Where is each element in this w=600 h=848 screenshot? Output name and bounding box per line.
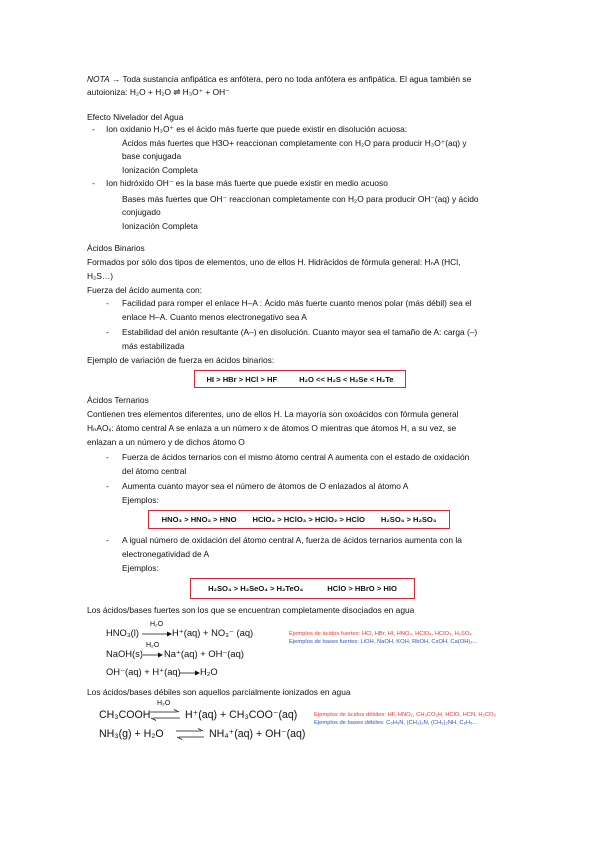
bullet-dash: - (106, 298, 109, 308)
binarios-title: Ácidos Binarios (87, 243, 145, 253)
binarios-ejemplo: Ejemplo de variación de fuerza en ácidos binarios: (87, 355, 275, 365)
nivelador-item-1-sub-1b: base conjugada (122, 151, 182, 161)
ternarios-box1-series-c: H₂SO₄ > H₂SO₃ (380, 515, 437, 524)
fuertes-title: Los ácidos/bases fuertes son los que se encuentran completamente disociados en agua (87, 605, 415, 615)
ternarios-item-2: Aumenta cuanto mayor sea el número de átomos de O enlazados al átomo A (122, 481, 409, 491)
ternarios-example-box-2 (190, 578, 415, 599)
debiles-title: Los ácidos/bases débiles son aquellos parcialmente ionizados en agua (87, 687, 351, 697)
nivelador-item-2-sub-2: Ionización Completa (122, 221, 198, 231)
fuertes-eq-3-left: OH⁻(aq) + H⁺(aq) (106, 666, 181, 677)
bullet-dash: - (106, 535, 109, 545)
fuertes-eq-2-over: H₂O (146, 642, 160, 649)
debiles-eq-1-left: CH₃COOH (99, 709, 151, 721)
bullet-dash: - (106, 452, 109, 462)
ternarios-box1-series-b: HClO₄ > HClO₃ > HClO₂ > HClO (252, 515, 365, 524)
equilibrium-arrow-icon (176, 728, 204, 740)
reaction-arrow-icon (142, 630, 172, 638)
nota-text-1: → Toda sustancia anfipática es anfótera, pero no toda anfótera es anfipática. El agua también se (111, 74, 472, 84)
debiles-eq-1-over: H₂O (157, 700, 171, 707)
ternarios-box1-series-a: HNO₃ > HNO₂ > HNO (161, 515, 237, 524)
nivelador-item-2: Ion hidróxido OH⁻ es la base más fuerte que puede existir en medio acuoso (106, 178, 388, 188)
bullet-dash: - (92, 124, 95, 134)
binarios-box-series-a: HI > HBr > HCl > HF (206, 374, 278, 384)
binarios-item-1a: Facilidad para romper el enlace H–A : Ácido más fuerte cuanto menos polar (más débil) sea el (122, 298, 472, 308)
nivelador-item-2-sub-1a: Bases más fuertes que OH⁻ reaccionan completamente con H₂O para producir OH⁻(aq) y ácido (122, 194, 479, 204)
fuertes-eq-2-right: Na⁺(aq) + OH⁻(aq) (164, 648, 244, 659)
ternarios-item-1a: Fuerza de ácidos ternarios con el mismo átomo central A aumenta con el estado de oxidación (122, 452, 470, 462)
ternarios-intro-b: HₙAOₓ: átomo central A se enlaza a un número x de átomos O mientras que átomos H, a su vez, se (87, 423, 457, 433)
nivelador-item-2-sub-1b: conjugado (122, 207, 161, 217)
bullet-dash: - (92, 178, 95, 188)
fuertes-blue-note: Ejemplos de bases fuertes: LiOH, NaOH, KOH, RbOH, CsOH, Ca(OH)₂... (289, 639, 478, 645)
nivelador-item-1: Ion oxidanio H₃O⁺ es el ácido más fuerte que puede existir en disolución acuosa: (106, 124, 408, 134)
ternarios-item-1b: del átomo central (122, 466, 187, 476)
ternarios-ejemplos-2: Ejemplos: (122, 563, 159, 573)
ternarios-intro-c: enlazan a un número y de dichos átomo O (87, 437, 245, 447)
debiles-eq-1-right: H⁺(aq) + CH₃COO⁻(aq) (185, 709, 298, 721)
bullet-dash: - (106, 327, 109, 337)
nota-label: NOTA (87, 74, 110, 84)
reaction-arrow-icon (180, 669, 200, 677)
nivelador-item-1-sub-1a: Ácidos más fuertes que H3O+ reaccionan completamente con H₂O para producir H₃O⁺(aq) y (122, 138, 467, 148)
ternarios-box2-series-b: HClO > HBrO > HIO (327, 584, 397, 593)
nota-line-1 (87, 74, 471, 85)
binarios-item-2b: más estabilizada (122, 341, 185, 351)
binarios-fuerza: Fuerza del ácido aumenta con: (87, 285, 202, 295)
nivelador-title: Efecto Nivelador del Agua (87, 112, 184, 122)
equilibrium-arrow-icon (150, 709, 180, 721)
ternarios-box2-series-a: H₂SO₄ > H₂SeO₄ > H₂TeO₄ (208, 584, 304, 593)
ternarios-intro-a: Contienen tres elementos diferentes, uno de ellos H. La mayoría son oxoácidos con fórmula general (87, 409, 459, 419)
binarios-intro-b: H₂S…) (87, 271, 114, 281)
debiles-red-note: Ejemplos de ácidos débiles: HF, HNO₂, CH₃CO₂H, HClO, HCN, H₂CO₃ (314, 712, 496, 718)
binarios-box-series-b: H₂O << H₂S < H₂Se < H₂Te (299, 374, 394, 384)
fuertes-red-note: Ejemplos de ácidos fuertes: HCl, HBr, HI, HNO₃, HClO₄, HClO₃, H₂SO₄ (289, 631, 472, 637)
debiles-eq-2-left: NH₃(g) + H₂O (99, 728, 164, 740)
debiles-blue-note: Ejemplos de bases débiles: C₅H₅N, (CH₃)₃N, (CH₃)₂NH, C₆H₅... (314, 720, 478, 726)
fuertes-eq-1-right: H⁺(aq) + NO₃⁻ (aq) (172, 627, 254, 638)
reaction-arrow-icon (143, 651, 163, 659)
binarios-intro-a: Formados por sólo dos tipos de elementos, uno de ellos H. Hidrácidos de fórmula general: HₙA (HCl, (87, 257, 461, 267)
fuertes-eq-1-left: HNO₃(l) (106, 627, 139, 638)
ternarios-example-box-1 (148, 510, 450, 529)
bullet-dash: - (106, 481, 109, 491)
ternarios-title: Ácidos Ternarios (87, 395, 149, 405)
fuertes-eq-1-over: H₂O (150, 621, 164, 628)
ternarios-ejemplos-1: Ejemplos: (122, 495, 159, 505)
binarios-example-box (194, 370, 406, 388)
binarios-item-2a: Estabilidad del anión resultante (A–) en disolución. Cuanto mayor sea el tamaño de A: carga (–) (122, 327, 478, 337)
nivelador-item-1-sub-2: Ionización Completa (122, 165, 198, 175)
debiles-eq-2-right: NH₄⁺(aq) + OH⁻(aq) (209, 728, 306, 740)
ternarios-item-3a: A igual número de oxidación del átomo central A, fuerza de ácidos ternarios aumenta con la (122, 535, 462, 545)
nota-line-2: autoioniza: H₂O + H₂O ⇌ H₃O⁺ + OH⁻ (87, 87, 230, 97)
ternarios-item-3b: electronegatividad de A (122, 549, 210, 559)
fuertes-eq-2-left: NaOH(s) (106, 648, 143, 659)
fuertes-eq-3-right: H₂O (200, 666, 218, 677)
binarios-item-1b: enlace H–A. Cuanto menos electronegativo sea A (122, 312, 307, 322)
